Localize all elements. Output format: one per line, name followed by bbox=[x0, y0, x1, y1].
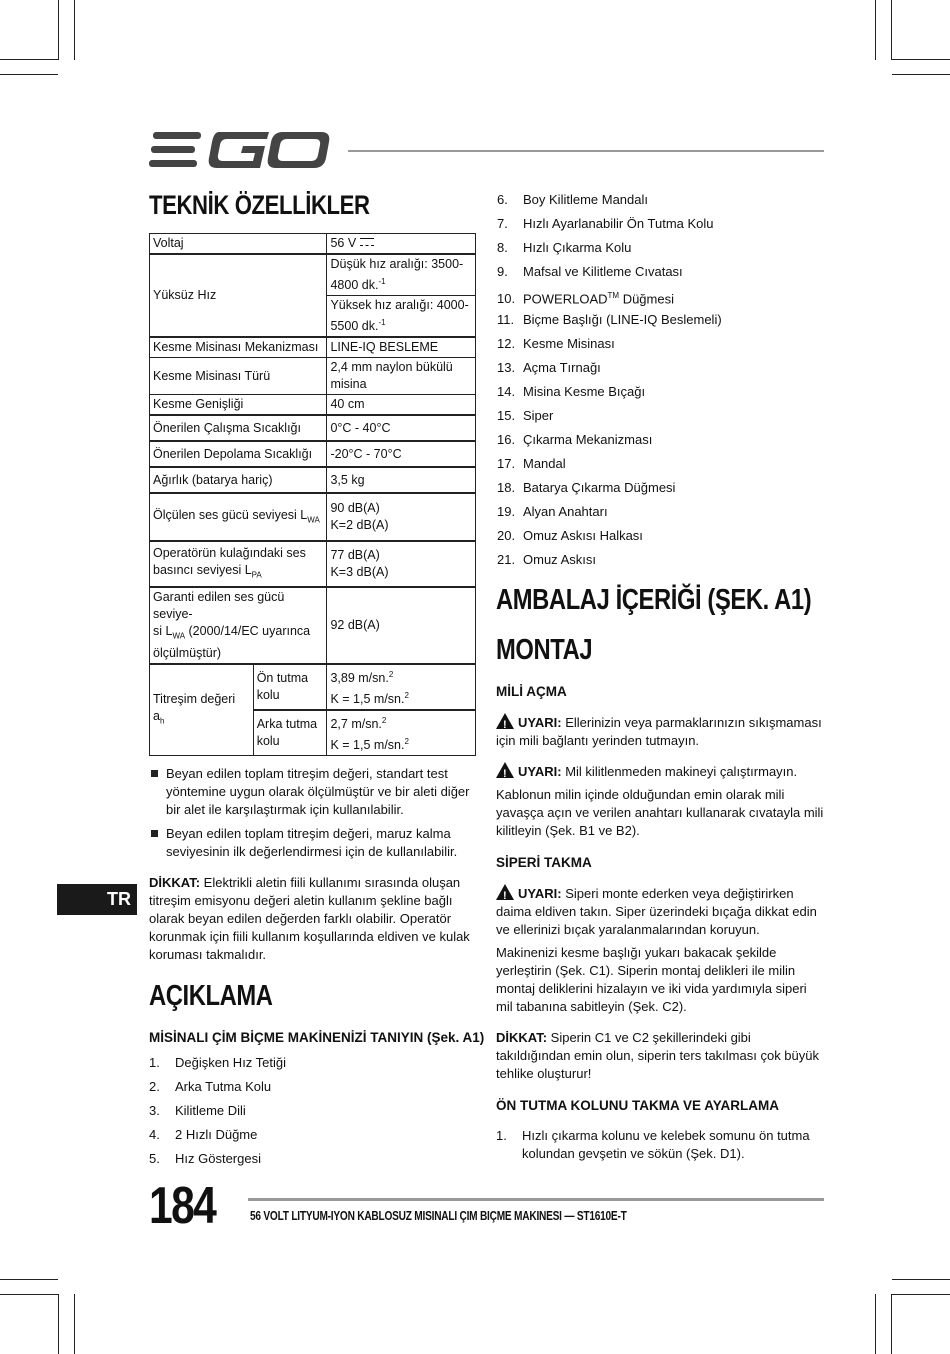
vib-front-value: 3,89 m/sn.$^2$ K = 1,5 m/sn.$^2$ bbox=[327, 664, 476, 710]
table-row bbox=[150, 395, 476, 416]
warning-icon: ! bbox=[496, 713, 514, 729]
table-row bbox=[150, 467, 476, 493]
crop-mark bbox=[892, 1279, 950, 1280]
crop-mark bbox=[74, 1294, 75, 1354]
list-item: 4. 2 Hızlı Düğme bbox=[149, 1127, 258, 1142]
list-item: 5. Hız Göstergesi bbox=[149, 1151, 261, 1166]
lwa-label: Ölçülen ses gücü seviyesi $L_{WA}$ bbox=[150, 493, 327, 541]
list-item: 11. Biçme Başlığı (LINE-IQ Beslemeli) bbox=[497, 312, 722, 327]
language-tab-label: TR bbox=[107, 889, 131, 909]
crop-mark bbox=[875, 0, 876, 60]
type-label: Kesme Misinası Türü bbox=[150, 358, 327, 395]
list-item: 13. Açma Tırnağı bbox=[497, 360, 601, 375]
specs-title: TEKNİK ÖZELLİKLER bbox=[149, 190, 370, 220]
list-item: 3. Kilitleme Dili bbox=[149, 1103, 246, 1118]
vib-rear-value: 2,7 m/sn.$^2$ K = 1,5 m/sn.$^2$ bbox=[327, 710, 476, 756]
list-item: 8. Hızlı Çıkarma Kolu bbox=[497, 240, 632, 255]
warning-icon: ! bbox=[496, 884, 514, 900]
noload-low: Düşük hız aralığı: 3500- 4800 dk.$^{-1}$ bbox=[327, 254, 476, 296]
list-item: 1. Değişken Hız Tetiği bbox=[149, 1055, 287, 1070]
lpa-label: Operatörün kulağındaki ses basıncı seviyesi $L_{PA}$ bbox=[150, 541, 327, 587]
page-number: 184 bbox=[149, 1177, 216, 1235]
vib-rear-label: Arka tutma kolu bbox=[253, 710, 327, 756]
glwa-label: Garanti edilen ses gücü seviye- si $L_{WA}$ (2000/14/EC uyarınca ölçülmüştür) bbox=[150, 587, 327, 664]
sttemp-value: -20°C - 70°C bbox=[327, 441, 476, 467]
crop-mark bbox=[875, 1294, 876, 1354]
list-item: 21. Omuz Askısı bbox=[497, 552, 596, 567]
description-subtitle: MİSİNALI ÇİM BİÇME MAKİNENİZİ TANIYIN (Şek. A1) bbox=[149, 1030, 485, 1045]
type-value: 2,4 mm naylon bükülü misina bbox=[327, 358, 476, 395]
list-item: 17. Mandal bbox=[497, 456, 566, 471]
list-item: 7. Hızlı Ayarlanabilir Ön Tutma Kolu bbox=[497, 216, 714, 231]
caution-paragraph: DİKKAT: Siperin C1 ve C2 şekillerindeki gibi takıldığından emin olun, siperin ters takılması çok büyük tehlike oluşturur! bbox=[496, 1030, 819, 1081]
table-row bbox=[150, 493, 476, 541]
table-row bbox=[150, 441, 476, 467]
list-item: 6. Boy Kilitleme Mandalı bbox=[497, 192, 648, 207]
bullet-item: Beyan edilen toplam titreşim değeri, maruz kalma seviyesinin ilk değerlendirmesi için de kullanılabilir. bbox=[151, 825, 476, 861]
table-row bbox=[150, 234, 476, 255]
optemp-label: Önerilen Çalışma Sıcaklığı bbox=[150, 415, 327, 441]
header-rule bbox=[348, 150, 824, 152]
handle-step: 1. Hızlı çıkarma kolunu ve kelebek somunu ön tutma kolundan gevşetin ve sökün (Şek. D1). bbox=[496, 1128, 810, 1161]
crop-mark bbox=[891, 1294, 892, 1354]
shaft-text: Kablonun milin içinde olduğundan emin olarak mili yavaşça açın ve verilen anahtarı kullanarak cıvatayla mili kilitleyin (Şek. B1 ve B2). bbox=[496, 787, 824, 838]
ego-logo bbox=[149, 128, 331, 172]
warning-paragraph: ! UYARI: Ellerinizin veya parmaklarınızın sıkışmaması için mili bağlantı yerinden tutmayın. bbox=[496, 715, 822, 748]
weight-value: 3,5 kg bbox=[327, 467, 476, 493]
voltage-value: 56 V bbox=[327, 234, 476, 255]
footer-rule bbox=[248, 1198, 824, 1201]
list-item: 18. Batarya Çıkarma Düğmesi bbox=[497, 480, 676, 495]
crop-mark bbox=[892, 74, 950, 75]
crop-mark bbox=[58, 1294, 59, 1354]
list-item: 16. Çıkarma Mekanizması bbox=[497, 432, 653, 447]
crop-mark bbox=[74, 0, 75, 60]
shaft-title: MİLİ AÇMA bbox=[496, 684, 567, 699]
guard-title: SİPERİ TAKMA bbox=[496, 855, 592, 870]
vib-label: Titreşim değeri $a_h$ bbox=[150, 664, 254, 756]
bullet-square bbox=[151, 830, 158, 837]
mech-value: LINE-IQ BESLEME bbox=[327, 337, 476, 358]
list-item: 19. Alyan Anahtarı bbox=[497, 504, 608, 519]
table-row bbox=[150, 254, 476, 296]
table-row bbox=[150, 587, 476, 664]
specs-table bbox=[149, 233, 476, 756]
language-tab bbox=[57, 884, 137, 915]
noload-label: Yüksüz Hız bbox=[150, 254, 327, 337]
crop-mark bbox=[0, 1294, 58, 1295]
crop-mark bbox=[892, 1294, 950, 1295]
list-item: 10. POWERLOAD™ Düğmesi bbox=[497, 291, 674, 307]
description-title: AÇIKLAMA bbox=[149, 980, 273, 1012]
parts-list-left bbox=[149, 1054, 286, 1174]
table-row bbox=[150, 541, 476, 587]
lwa-value: 90 dB(A) K=2 dB(A) bbox=[327, 493, 476, 541]
crop-mark bbox=[0, 1279, 58, 1280]
weight-label: Ağırlık (batarya hariç) bbox=[150, 467, 327, 493]
list-item: 14. Misina Kesme Bıçağı bbox=[497, 384, 646, 399]
sttemp-label: Önerilen Depolama Sıcaklığı bbox=[150, 441, 327, 467]
width-value: 40 cm bbox=[327, 395, 476, 416]
crop-mark bbox=[0, 59, 58, 60]
assembly-title: MONTAJ bbox=[496, 634, 593, 666]
crop-mark bbox=[891, 0, 892, 60]
table-row bbox=[150, 415, 476, 441]
warning-paragraph: ! UYARI: Siperi monte ederken veya değiştirirken daima eldiven takın. Siper üzerindeki bıçağa dikkat edin ve ellerinizi bıçak yaralanmalarından koruyun. bbox=[496, 886, 817, 937]
optemp-value: 0°C - 40°C bbox=[327, 415, 476, 441]
parts-list-right bbox=[497, 191, 722, 575]
list-item: 12. Kesme Misinası bbox=[497, 336, 615, 351]
vib-front-label: Ön tutma kolu bbox=[253, 664, 327, 710]
caution-paragraph: DİKKAT: Elektrikli aletin fiili kullanımı sırasında oluşan titreşim emisyonu değeri aletin kullanım şekline bağlı olarak beyan edilen değerden farklı olabilir. Operatör korunmak için fiili kullanım koşullarında eldiven ve kulak koruması takmalıdır. bbox=[149, 875, 470, 962]
warning-icon: ! bbox=[496, 762, 514, 778]
dc-icon bbox=[360, 238, 374, 246]
crop-mark bbox=[58, 0, 59, 60]
guard-text: Makinenizi kesme başlığı yukarı bakacak şekilde yerleştirin (Şek. C1). Siperin montaj delikleri ile milin montaj deliklerini hizalayın ve iki vida yardımıyla siperi mil tabanına sabitleyin (Şek. C2). bbox=[496, 945, 807, 1014]
ego-logo-graphic bbox=[149, 128, 331, 172]
mech-label: Kesme Misinası Mekanizması bbox=[150, 337, 327, 358]
list-item: 15. Siper bbox=[497, 408, 554, 423]
footer-title: 56 VOLT LITYUM-IYON KABLOSUZ MISINALI ÇIM BIÇME MAKINESI — ST1610E-T bbox=[250, 1208, 627, 1223]
lpa-value: 77 dB(A) K=3 dB(A) bbox=[327, 541, 476, 587]
crop-mark bbox=[0, 74, 58, 75]
table-row bbox=[150, 358, 476, 395]
bullet-item: Beyan edilen toplam titreşim değeri, standart test yöntemine uygun olarak ölçülmüştür ve bir aleti diğer bir alet ile karşılaştırmak için kullanılabilir. bbox=[151, 765, 476, 819]
warning-paragraph: ! UYARI: Mil kilitlenmeden makineyi çalıştırmayın. bbox=[496, 762, 826, 781]
voltage-label: Voltaj bbox=[150, 234, 327, 255]
caution-label: DİKKAT: bbox=[149, 875, 201, 890]
table-row bbox=[150, 664, 476, 710]
list-item: 9. Mafsal ve Kilitleme Cıvatası bbox=[497, 264, 683, 279]
crop-mark bbox=[892, 59, 950, 60]
glwa-value: 92 dB(A) bbox=[327, 587, 476, 664]
list-item: 20. Omuz Askısı Halkası bbox=[497, 528, 643, 543]
handle-title: ÖN TUTMA KOLUNU TAKMA VE AYARLAMA bbox=[496, 1098, 779, 1113]
table-row bbox=[150, 337, 476, 358]
bullet-square bbox=[151, 770, 158, 777]
list-item: 2. Arka Tutma Kolu bbox=[149, 1079, 272, 1094]
packing-title: AMBALAJ İÇERİĞİ (ŞEK. A1) bbox=[496, 584, 812, 616]
width-label: Kesme Genişliği bbox=[150, 395, 327, 416]
noload-high: Yüksek hız aralığı: 4000- 5500 dk.$^{-1}$ bbox=[327, 296, 476, 338]
